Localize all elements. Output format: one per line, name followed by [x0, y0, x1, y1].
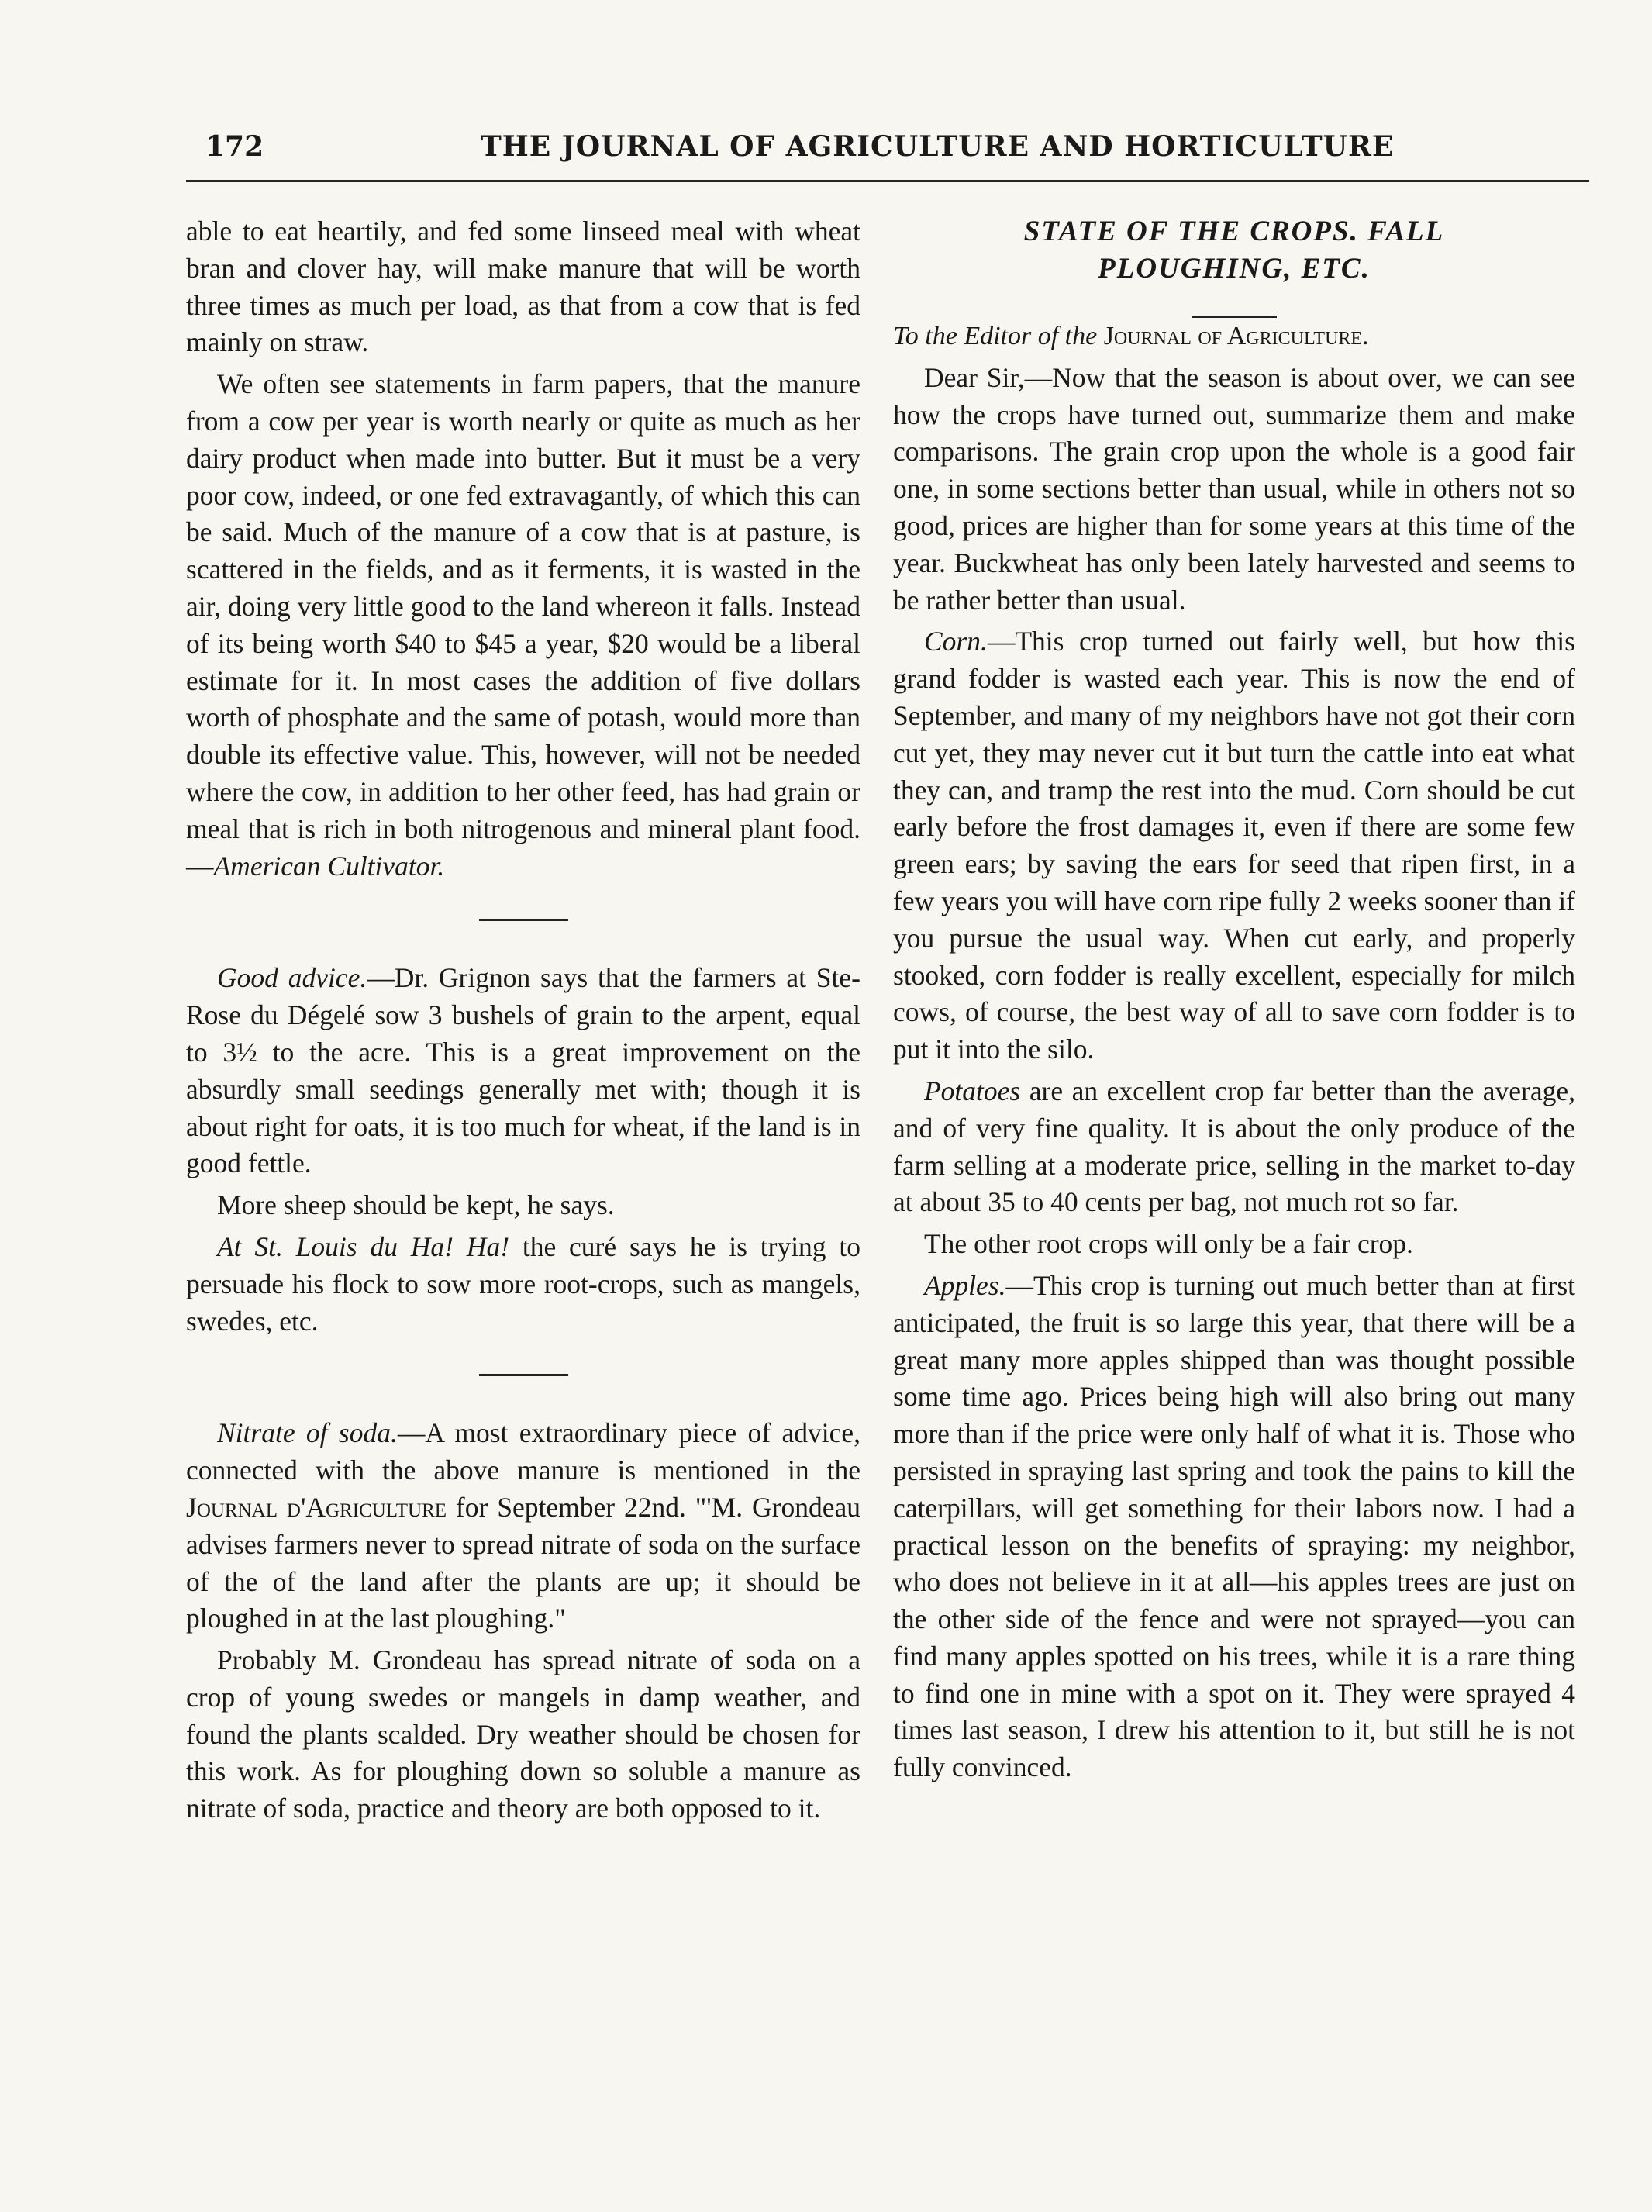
journal-name: Journal of Agriculture.	[1103, 322, 1369, 350]
paragraph-farm-papers	[186, 366, 860, 885]
lead-phrase: Potatoes	[924, 1075, 1021, 1106]
paragraph-good-advice	[186, 960, 860, 1182]
paragraph-text: —This crop is turning out much better than at first anticipated, the fruit is so large this year, that there will be a great many more apples shipped than was thought possible some time ago. Prices being high will also bring out many more than if the price were only half of what it is. Those who persisted in spraying last spring and took the pains to kill the caterpillars, will get something for their labors now. I had a practical lesson on the benefits of spraying: my neighbor, who does not believe in it at all—his apples trees are just on the other side of the fence and were not sprayed—you can find many apples spotted on his trees, while it is a rare thing to find one in mine with a spot on it. They were sprayed 4 times last season, I drew his attention to it, but still he is not fully convinced.	[893, 1269, 1575, 1783]
paragraph-sheep: More sheep should be kept, he says.	[217, 1189, 615, 1221]
article-title-line: STATE OF THE CROPS. FALL	[1023, 216, 1445, 247]
paragraph-potatoes	[893, 1073, 1575, 1221]
paragraph-manure-value: able to eat heartily, and fed some linseed meal with wheat bran and clover hay, will make manure that will be worth three times as much per load, as that from a cow that is fed mainly on straw.	[186, 216, 860, 358]
lead-phrase: Nitrate of soda.	[217, 1417, 398, 1449]
left-column	[186, 213, 860, 1832]
source-citation: American Cultivator.	[213, 850, 445, 882]
lead-phrase: Apples.	[924, 1269, 1006, 1301]
editor-salutation	[893, 318, 1575, 355]
paragraph-text: the curé says he is trying to persuade his flock to sow more root-crops, such as mangels, swedes, etc.	[186, 1230, 860, 1337]
paragraph-text: —Dr. Grignon says that the farmers at Ste-Rose du Dégelé sow 3 bushels of grain to the arpent, equal to 3½ to the acre. This is a great improvement on the absurdly small seedings generally met with; though it is about right for oats, it is too much for wheat, if the land is in good fettle.	[186, 962, 860, 1179]
lead-phrase: At St. Louis du Ha! Ha!	[217, 1230, 510, 1262]
paragraph-text: for September 22nd. "'M. Grondeau advises farmers never to spread nitrate of soda on the surface of the of the land after the plants are up; it should be ploughed in at the last ploughing."	[186, 1491, 860, 1634]
running-title: THE JOURNAL OF AGRICULTURE AND HORTICULTURE	[481, 130, 1395, 163]
section-divider	[479, 1374, 568, 1376]
paragraph-text: —This crop turned out fairly well, but how this grand fodder is wasted each year. This is now the end of September, and many of my neighbors have not got their corn cut yet, they may never cut it but turn the cattle into eat what they can, and tramp the rest into the mud. Corn should be cut early before the frost damages it, even if there are some few green ears; by saving the ears for seed that ripen first, in a few years you will have corn ripe fully 2 weeks sooner than if you pursue the usual way. When cut early, and properly stooked, corn fodder is really excellent, especially for milch cows, of course, the best way of all to save corn fodder is to put it into the silo.	[893, 626, 1575, 1065]
section-divider	[479, 919, 568, 921]
lead-phrase: Good advice.	[217, 962, 367, 994]
paragraph-nitrate	[186, 1415, 860, 1637]
article-title	[893, 213, 1575, 288]
editor-prefix: To the Editor of the	[893, 322, 1098, 350]
paragraph-text: —A most extraordinary piece of advice, connected with the above manure is mentioned in the	[186, 1417, 860, 1486]
paragraph-grondeau: Probably M. Grondeau has spread nitrate of soda on a crop of young swedes or mangels in damp weather, and found the plants scalded. Dry weather should be chosen for this work. As for ploughing down so soluble a manure as nitrate of soda, practice and theory are both opposed to it.	[186, 1644, 860, 1824]
header-rule	[186, 180, 1589, 182]
page-number: 172	[205, 130, 264, 163]
paragraph-st-louis	[186, 1229, 860, 1340]
lead-phrase: Corn.	[924, 626, 988, 657]
right-column	[893, 213, 1575, 1791]
paragraph-root-crops: The other root crops will only be a fair crop.	[924, 1228, 1413, 1260]
paragraph-text: are an excellent crop far better than the average, and of very fine quality. It is about the only produce of the farm selling at a moderate price, selling in the market to-day at about 35 to 40 cents per bag, not much rot so far.	[893, 1075, 1575, 1218]
article-title-line: PLOUGHING, ETC.	[1098, 253, 1371, 285]
paragraph-apples	[893, 1268, 1575, 1786]
paragraph-corn	[893, 623, 1575, 1068]
page-header	[205, 130, 1593, 177]
journal-name: Journal d'Agriculture	[186, 1491, 447, 1523]
paragraph-text: We often see statements in farm papers, that the manure from a cow per year is worth nearly or quite as much as her dairy product when made into butter. But it must be a very poor cow, indeed, or one fed extravagantly, of which this can be said. Much of the manure of a cow that is at pasture, is scattered in the fields, and as it ferments, it is wasted in the air, doing very little good to the land whereon it falls. Instead of its being worth $40 to $45 a year, $20 would be a liberal estimate for it. In most cases the addition of five dollars worth of phosphate and the same of potash, would more than double its effective value. This, however, will not be needed where the cow, in addition to her other feed, has had grain or meal that is rich in both nitrogenous and mineral plant food.—	[186, 368, 860, 882]
paragraph-dear-sir: Dear Sir,—Now that the season is about over, we can see how the crops have turned out, summarize them and make comparisons. The grain crop upon the whole is a good fair one, in some sections better than usual, while in others not so good, prices are higher than for some years at this time of the year. Buckwheat has only been lately harvested and seems to be rather better than usual.	[893, 361, 1575, 616]
